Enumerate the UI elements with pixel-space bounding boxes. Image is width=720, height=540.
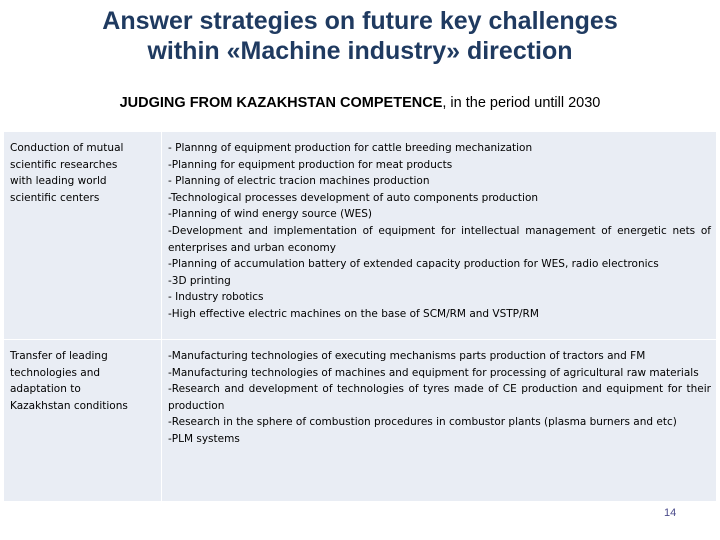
topic-line: with leading world xyxy=(10,175,107,188)
action-item: - Plannng of equipment production for cattle breeding mechanization xyxy=(168,142,533,154)
action-item: - Industry robotics xyxy=(168,291,264,304)
table-row xyxy=(4,132,717,340)
action-item: -Manufacturing technologies of executing mechanisms parts production of tractors and FM xyxy=(168,350,646,362)
topic-cell xyxy=(4,340,162,502)
action-item: -Research in the sphere of combustion procedures in combustor plants (plasma burners and etc) xyxy=(168,416,677,429)
topic-cell xyxy=(4,132,162,340)
action-item: -High effective electric machines on the base of SCM/RM and VSTP/RM xyxy=(168,307,539,320)
action-item: -Development and implementation of equipment for intellectual management of energetic nets of enterprises and urban economy xyxy=(168,224,711,254)
slide-title xyxy=(20,6,700,66)
subtitle-regular: , in the period untill 2030 xyxy=(442,95,601,111)
title-line-2: within «Machine industry» direction xyxy=(147,37,573,65)
page-number: 14 xyxy=(664,507,677,519)
topic-line: Conduction of mutual xyxy=(10,142,124,154)
slide-subtitle xyxy=(0,95,720,111)
table-row xyxy=(4,340,717,502)
topic-line: scientific centers xyxy=(10,191,100,204)
topic-line: scientific researches xyxy=(10,158,118,171)
actions-cell xyxy=(162,132,717,340)
strategy-table xyxy=(3,131,717,502)
action-item: -Technological processes development of auto components production xyxy=(168,191,539,204)
action-item: -Planning for equipment production for meat products xyxy=(168,158,453,171)
action-item: -Planning of wind energy source (WES) xyxy=(168,208,372,221)
action-item: -Planning of accumulation battery of extended capacity production for WES, radio electronics xyxy=(168,258,659,271)
subtitle-bold: JUDGING FROM KAZAKHSTAN COMPETENCE xyxy=(119,95,443,111)
action-item: -Manufacturing technologies of machines and equipment for processing of agricultural raw materials xyxy=(168,366,699,379)
topic-line: Kazakhstan conditions xyxy=(10,399,128,412)
action-item: - Planning of electric tracion machines production xyxy=(168,175,430,188)
topic-line: Transfer of leading xyxy=(10,350,108,362)
topic-line: adaptation to xyxy=(10,383,81,396)
actions-cell xyxy=(162,340,717,502)
topic-line: technologies and xyxy=(10,366,101,379)
action-item: -Research and development of technologies of tyres made of CE production and equipment for their production xyxy=(168,383,711,412)
title-line-1: Answer strategies on future key challenges xyxy=(102,7,618,35)
action-item: -3D printing xyxy=(168,274,231,287)
action-item: -PLM systems xyxy=(168,432,240,445)
